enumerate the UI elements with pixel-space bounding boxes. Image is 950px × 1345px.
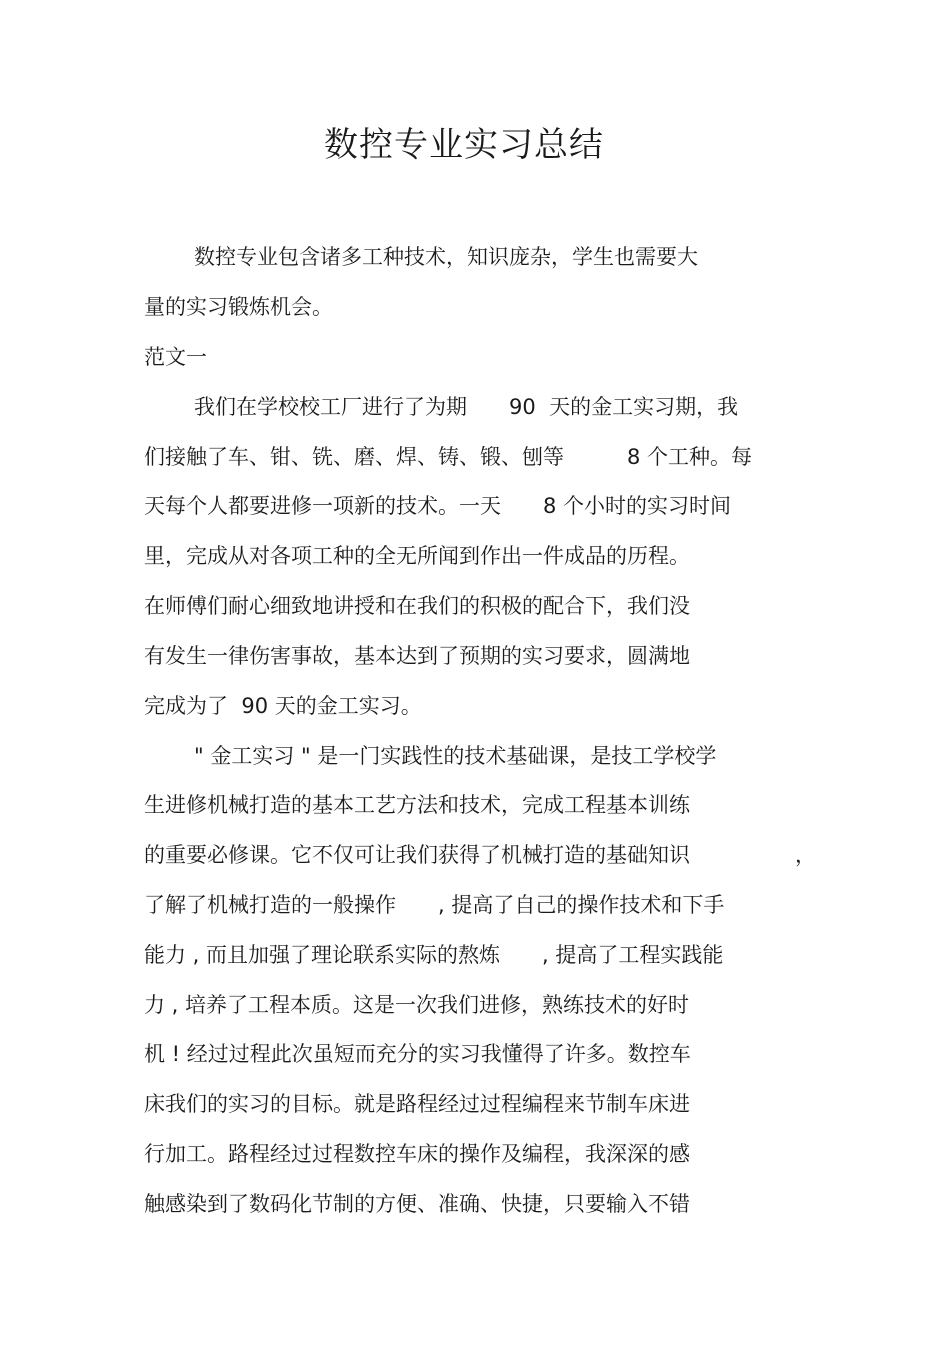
paragraph-line: 在师傅们耐心细致地讲授和在我们的积极的配合下，我们没 xyxy=(144,594,690,618)
paragraph-line: 们接触了车、钳、铣、磨、焊、铸、锻、刨等 8 个工种。每 xyxy=(144,445,753,469)
paragraph-line: 的重要必修课。它不仅可让我们获得了机械打造的基础知识 ， xyxy=(144,843,816,867)
paragraph-line: 力 , 培养了工程本质。这是一次我们进修，熟练技术的好时 xyxy=(144,993,690,1017)
paragraph-line: 完成为了 90 天的金工实习。 xyxy=(144,694,422,718)
paragraph-line: 能力 , 而且加强了理论联系实际的熬炼 , 提高了工程实践能 xyxy=(144,943,724,967)
paragraph-line: " 金工实习 " 是一门实践性的技术基础课，是技工学校学 xyxy=(194,744,717,768)
section-label: 范文一 xyxy=(144,345,207,369)
paragraph-line: 床我们的实习的目标。就是路程经过过程编程来节制车床进 xyxy=(144,1092,690,1116)
paragraph-line: 触感染到了数码化节制的方便、准确、快捷，只要输入不错 xyxy=(144,1192,690,1216)
paragraph-line: 里，完成从对各项工种的全无所闻到作出一件成品的历程。 xyxy=(144,544,690,568)
paragraph-line: 我们在学校校工厂进行了为期 90 天的金工实习期，我 xyxy=(194,395,739,419)
paragraph-line: 有发生一律伤害事故，基本达到了预期的实习要求，圆满地 xyxy=(144,644,690,668)
paragraph-line: 数控专业包含诸多工种技术，知识庞杂，学生也需要大 xyxy=(194,245,698,269)
paragraph-line: 行加工。路程经过过程数控车床的操作及编程，我深深的感 xyxy=(144,1142,690,1166)
paragraph-line: 量的实习锻炼机会。 xyxy=(144,295,333,319)
paragraph-line: 天每个人都要进修一项新的技术。一天 8 个小时的实习时间 xyxy=(144,494,732,518)
paragraph-line: 生进修机械打造的基本工艺方法和技术，完成工程基本训练 xyxy=(144,793,690,817)
paragraph-line: 机 ! 经过过程此次虽短而充分的实习我懂得了许多。数控车 xyxy=(144,1042,691,1066)
paragraph-line: 了解了机械打造的一般操作 , 提高了自己的操作技术和下手 xyxy=(144,893,725,917)
document-title: 数控专业实习总结 xyxy=(324,125,604,165)
